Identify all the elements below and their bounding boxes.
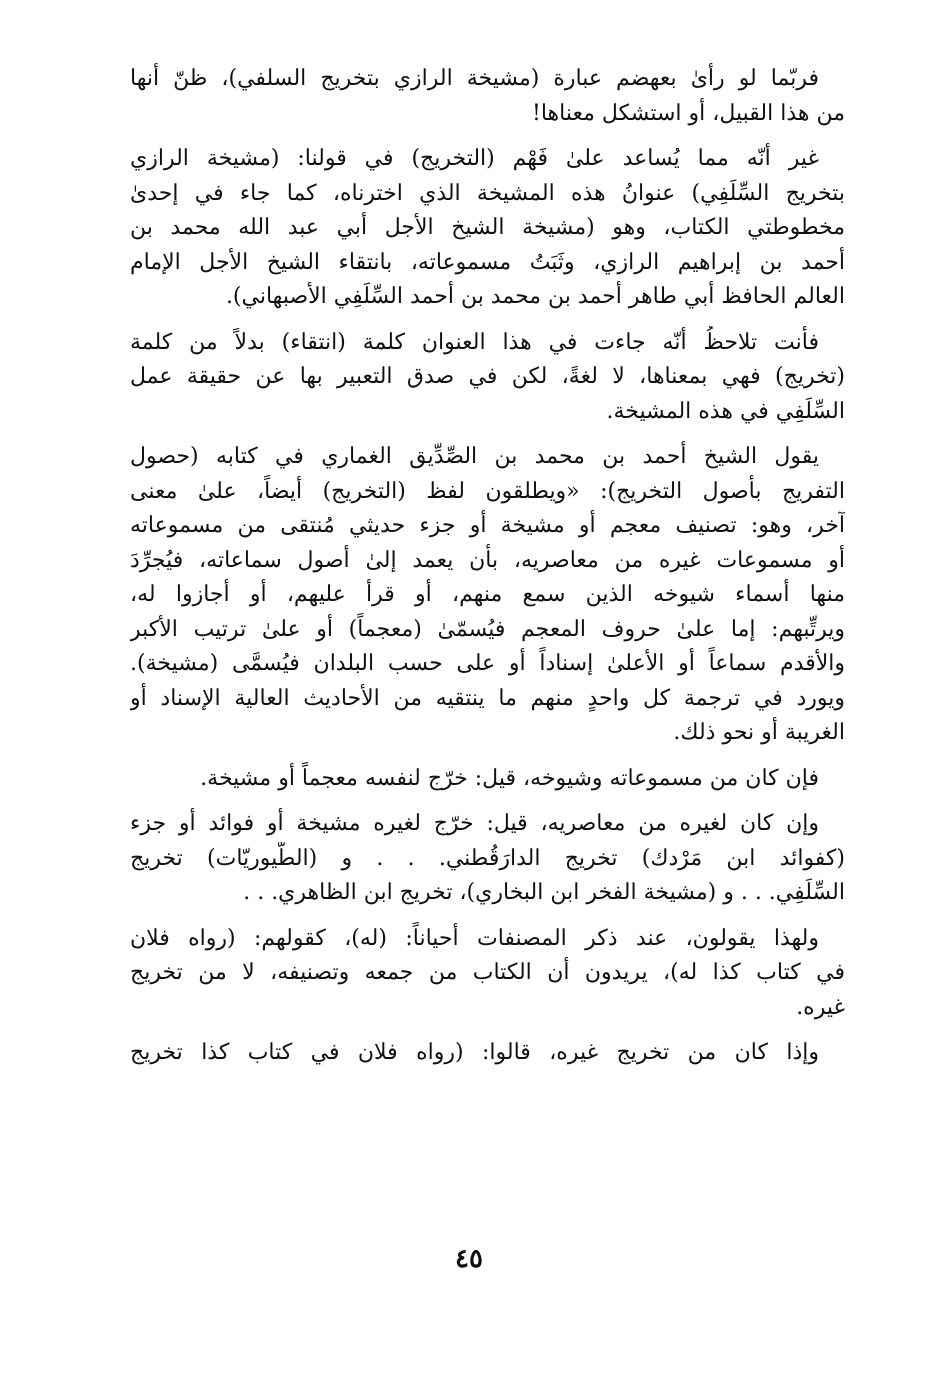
text-line: غير أنّه مما يُساعد علىٰ فَهْم (التخريج) في قولنا: (مشيخة الرازي — [130, 146, 819, 171]
text-line: الغريبة أو نحو ذلك. — [673, 720, 845, 745]
text-line: يقول الشيخ أحمد بن محمد بن الصِّدِّيق الغماري في كتابه (حصول — [130, 444, 819, 469]
text-line: العالم الحافظ أبي طاهر أحمد بن محمد بن أحمد السِّلَفِي الأصبهاني). — [225, 284, 845, 309]
page-number: ٤٥ — [455, 1244, 483, 1274]
paragraph-2 — [130, 142, 845, 315]
text-line: التفريج بأصول التخريج): «ويطلقون لفظ (التخريج) أيضاً، علىٰ معنى — [130, 478, 845, 504]
text-line: ويورد في ترجمة كل واحدٍ منهم ما ينتقيه من الأحاديث العالية الإسناد أو — [130, 685, 845, 711]
paragraph-3 — [130, 326, 845, 430]
text-line: أحمد بن إبراهيم الرازي، وثَبَتُ مسموعاته، بانتقاء الشيخ الأجل الإمام — [130, 249, 845, 275]
text-line: والأقدم سماعاً أو الأعلىٰ إسناداً أو على حسب البلدان فيُسمَّى (مشيخة). — [130, 651, 845, 676]
text-line: وإن كان لغيره من معاصريه، قيل: خرّج لغيره مشيخة أو فوائد أو جزء — [130, 811, 819, 836]
text-line: منها أسماء شيوخه الذين سمع منهم، أو قرأ عليهم، أو أجازوا له، — [130, 582, 845, 607]
paragraph-8 — [130, 1036, 845, 1071]
text-line: وإذا كان من تخريج غيره، قالوا: (رواه فلان في كتاب كذا تخريج — [130, 1040, 819, 1065]
text-line: ولهذا يقولون، عند ذكر المصنفات أحياناً: (له)، كقولهم: (رواه فلان — [130, 925, 819, 951]
text-line: في كتاب كذا له)، يريدون أن الكتاب من جمعه وتصنيفه، لا من تخريج — [130, 960, 845, 985]
text-line: فإن كان من مسموعاته وشيوخه، قيل: خرّج لنفسه معجماً أو مشيخة. — [200, 765, 819, 791]
text-line: السِّلَفِي. . . و (مشيخة الفخر ابن البخاري)، تخريج ابن الظاهري. . . — [243, 880, 845, 905]
text-line: غيره. — [796, 994, 845, 1020]
paragraph-1 — [130, 62, 845, 131]
text-line: (كفوائد ابن مَرْدك) تخريج الدارَقُطني. . . و (الطُّيوريّات) تخريج — [130, 845, 845, 871]
text-line: بتخريج السِّلَفِي) عنوانُ هذه المشيخة الذي اخترناه، كما جاء في إحدىٰ — [130, 180, 845, 206]
text-line: السِّلَفِي في هذه المشيخة. — [606, 398, 845, 424]
page-body — [130, 62, 845, 1082]
text-line: (تخريج) فهي بمعناها، لا لغةً، لكن في صدق التعبير بها عن حقيقة عمل — [130, 364, 845, 389]
paragraph-4 — [130, 440, 845, 751]
paragraph-7 — [130, 922, 845, 1026]
text-line: فأنت تلاحظُ أنّه جاءت في هذا العنوان كلمة (انتقاء) بدلاً من كلمة — [130, 329, 819, 355]
paragraph-5 — [130, 762, 845, 797]
text-line: آخر، وهو: تصنيف معجم أو مشيخة أو جزء حديثي مُنتقى من مسموعاته — [130, 513, 845, 538]
paragraph-6 — [130, 807, 845, 911]
text-line: أو مسموعات غيره من معاصريه، بأن يعمد إلىٰ أصول سماعاته، فيُجرِّدَ — [130, 547, 845, 573]
text-line: ويرتِّبهم: إما علىٰ حروف المعجم فيُسمّىٰ (معجماً) أو علىٰ ترتيب الأكبر — [130, 616, 845, 642]
text-line: مخطوطتي الكتاب، وهو (مشيخة الشيخ الأجل أبي عبد الله محمد بن — [130, 215, 845, 240]
text-line: فربّما لو رأىٰ بعهضم عبارة (مشيخة الرازي بتخريج السلفي)، ظنّ أنها — [130, 66, 819, 91]
text-line: من هذا القبيل، أو استشكل معناها! — [532, 100, 845, 126]
